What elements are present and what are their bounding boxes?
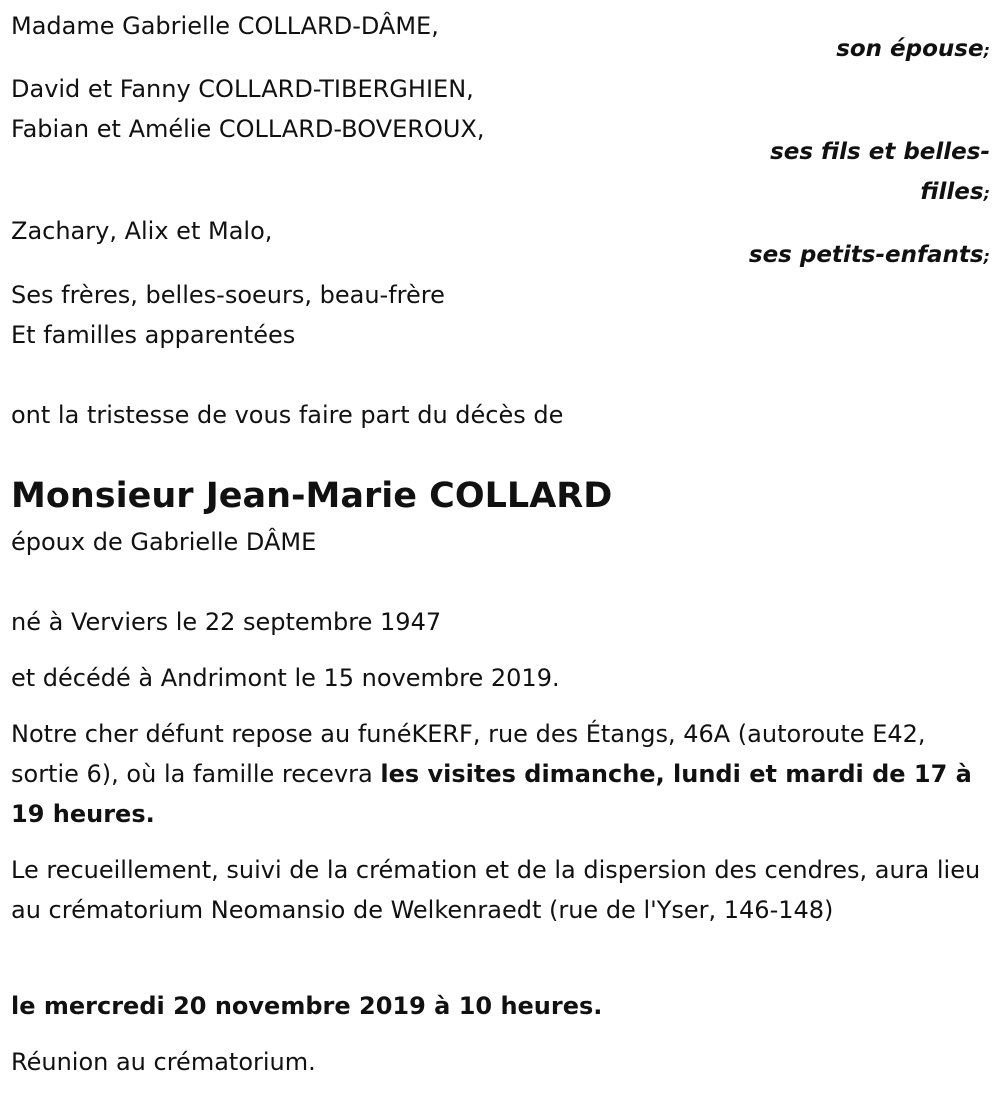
grandchildren-relation-label: ses petits-enfants xyxy=(748,242,984,268)
children-relation-line-2 xyxy=(920,172,990,214)
death-info: et décédé à Andrimont le 15 novembre 2019. xyxy=(11,664,560,692)
grandchildren-relation xyxy=(749,235,990,277)
visitation-paragraph xyxy=(11,714,991,834)
spouse-relation-label: son épouse xyxy=(836,36,984,62)
visitation-hours: les visites dimanche, lundi et mardi de 17 à 19 heures. xyxy=(11,760,972,828)
separator: ; xyxy=(983,184,990,203)
children-line-2: Fabian et Amélie COLLARD-BOVEROUX, xyxy=(11,115,485,143)
birth-info: né à Verviers le 22 septembre 1947 xyxy=(11,608,442,636)
announcement-text: ont la tristesse de vous faire part du décès de xyxy=(11,401,564,429)
ceremony-datetime: le mercredi 20 novembre 2019 à 10 heures. xyxy=(11,992,603,1020)
ceremony-paragraph: Le recueillement, suivi de la crémation et de la dispersion des cendres, aura lieu au crématorium Neomansio de Welkenraedt (rue de l'Yser, 146-148) xyxy=(11,856,981,924)
grandchildren-names: Zachary, Alix et Malo, xyxy=(11,217,273,245)
meeting-place: Réunion au crématorium. xyxy=(11,1048,316,1076)
separator: ; xyxy=(983,247,990,266)
separator: ; xyxy=(983,41,990,60)
others-line-2: Et familles apparentées xyxy=(11,321,296,349)
spouse-name: Madame Gabrielle COLLARD-DÂME, xyxy=(11,12,439,40)
spouse-relation xyxy=(836,29,990,71)
others-line-1: Ses frères, belles-soeurs, beau-frère xyxy=(11,281,445,309)
visitation-text: Notre cher défunt repose au funéKERF, rue des Étangs, 46A (autoroute E42, sortie 6), où la famille recevra xyxy=(11,720,926,788)
children-relation-line-1: ses fils et belles- xyxy=(770,139,990,165)
children-relation-label: filles xyxy=(920,179,984,205)
children-line-1: David et Fanny COLLARD-TIBERGHIEN, xyxy=(11,75,474,103)
deceased-name: Monsieur Jean-Marie COLLARD xyxy=(11,476,613,516)
deceased-spouse-of: époux de Gabrielle DÂME xyxy=(11,528,317,556)
